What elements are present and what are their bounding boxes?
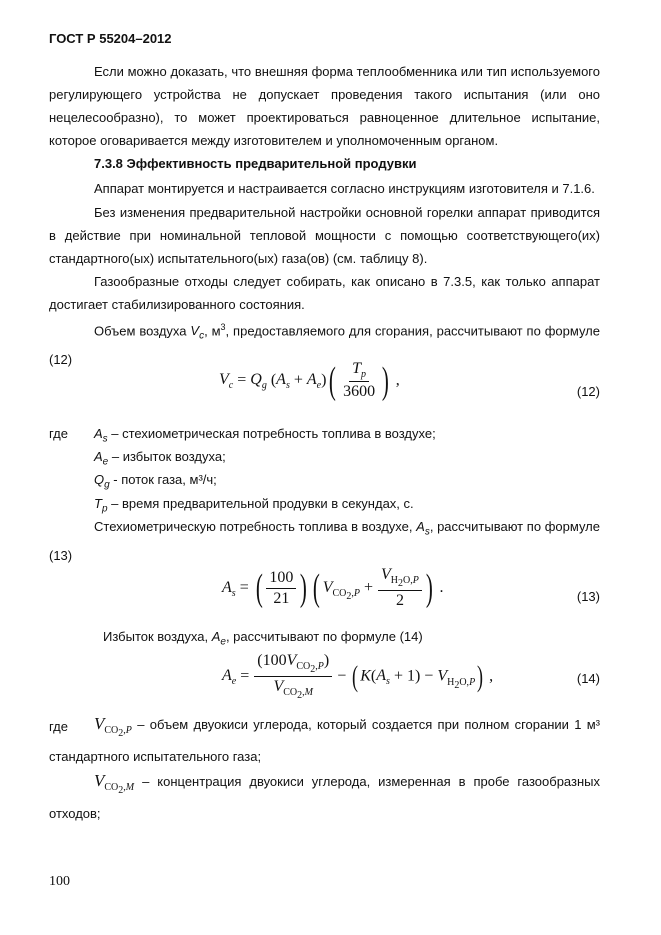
definition-vco2m: $V_{CO_2,M}$ – концентрация двуокиси углерода, измеренная в пробе газообразных отходов; — [49, 771, 600, 822]
paragraph-6: Стехиометрическую потребность топлива в воздухе, $A_s$, рассчитывают по формуле (13) — [49, 519, 600, 563]
formula-12: $V_c = Q_g$ $(A_s + A_e)$( $\frac{T_p}{3600}$ ) , — [219, 359, 400, 402]
formula-13: $A_s$ = ( $\frac{100}{21}$ ) ( $V_{CO_2,P}$ + $\frac{V_{H_2O,P}}{2}$ ) . — [222, 566, 444, 610]
definition-qg: $Q_g$ - поток газа, м³/ч; — [94, 472, 217, 491]
paragraph-7: Избыток воздуха, $A_e$, рассчитывают по формуле (14) — [103, 629, 423, 648]
paragraph-3: Без изменения предварительной настройки основной горелки аппарат приводится в действие при номинальной тепловой мощности с помощью соответствующего(их) стандартного(ых) испытательного(ых) газа(ов) (см. таблицу 8). — [49, 205, 600, 266]
where-label: где — [49, 426, 68, 441]
paragraph-4: Газообразные отходы следует собирать, как описано в 7.3.5, как только аппарат достигает стабилизированного состояния. — [49, 274, 600, 312]
standard-header: ГОСТ Р 55204–2012 — [49, 31, 172, 46]
definition-vco2p: $V_{CO_2,P}$ – объем двуокиси углерода, который создается при полном сгорании 1 м³ стандартного испытательного газа; — [49, 714, 600, 765]
page-number: 100 — [49, 874, 70, 889]
equation-number-13: (13) — [576, 589, 600, 604]
definition-ae: $A_e$ – избыток воздуха; — [94, 449, 226, 468]
definition-tp: $T_p$ – время предварительной продувки в секундах, с. — [94, 496, 414, 515]
equation-number-12: (12) — [576, 384, 600, 399]
section-title: 7.3.8 Эффективность предварительной продувки — [94, 156, 417, 171]
formula-14: $A_e$ = $\frac{(100V_{CO_2,P})}{V_{CO_2,M}}$ − ( $K(A_s + 1) - V_{H_2O,P}$) , — [222, 652, 494, 702]
paragraph-5: Объем воздуха $V_c$, $м^3$, предоставляемого для сгорания, рассчитывают по формуле (12) — [49, 322, 600, 367]
equation-number-14: (14) — [576, 671, 600, 686]
where-label-2: где — [49, 719, 68, 734]
paragraph-2: Аппарат монтируется и настраивается согласно инструкциям изготовителя и 7.1.6. — [94, 181, 595, 196]
paragraph-1: Если можно доказать, что внешняя форма теплообменника или тип используемого регулирующего устройства не допускает проведения такого испытания (или оно нецелесообразно), то может проектироваться равноценное длительное испытание, которое оговаривается между изготовителем и уполномоченным органом. — [49, 64, 600, 148]
definition-as: $A_s$ – стехиометрическая потребность топлива в воздухе; — [94, 426, 436, 445]
